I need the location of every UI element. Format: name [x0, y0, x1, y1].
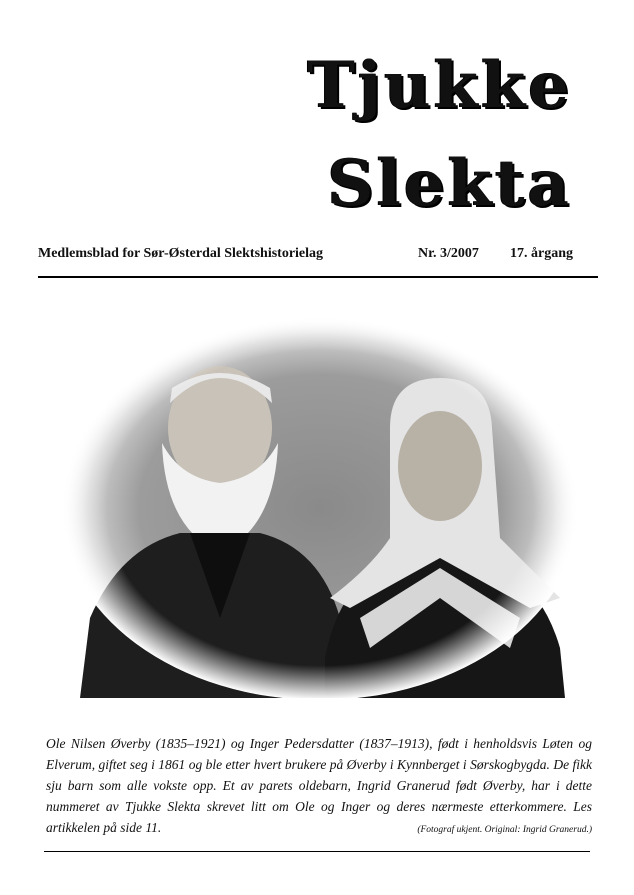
photo-caption	[46, 733, 592, 841]
issue-number: Nr. 3/2007	[418, 246, 479, 261]
divider-bottom	[44, 851, 590, 852]
title-line-1: Tjukke	[307, 48, 572, 123]
caption-text: Ole Nilsen Øverby (1835–1921) og Inger Pedersdatter (1837–1913), født i henholdsvis Løten og Elverum, giftet seg i 1861 og ble etter hvert brukere på Øverby i Kynnberget i Sørskogbygda. De fikk sju barn som alle vokste opp. Et av parets oldebarn, Ingrid Granerud født Øverby, har i dette nummeret av Tjukke Slekta skrevet litt om Ole og Inger og deres nærmeste etterkommere. Les artikkelen på side 11.	[46, 736, 592, 835]
photo-credit: (Fotograf ukjent. Original: Ingrid Granerud.)	[417, 825, 592, 835]
volume: 17. årgang	[510, 246, 573, 261]
subtitle: Medlemsblad for Sør-Østerdal Slektshistorielag	[38, 246, 324, 261]
title-line-2: Slekta	[327, 146, 572, 221]
cover-photo	[60, 318, 580, 708]
divider-top	[38, 276, 598, 278]
